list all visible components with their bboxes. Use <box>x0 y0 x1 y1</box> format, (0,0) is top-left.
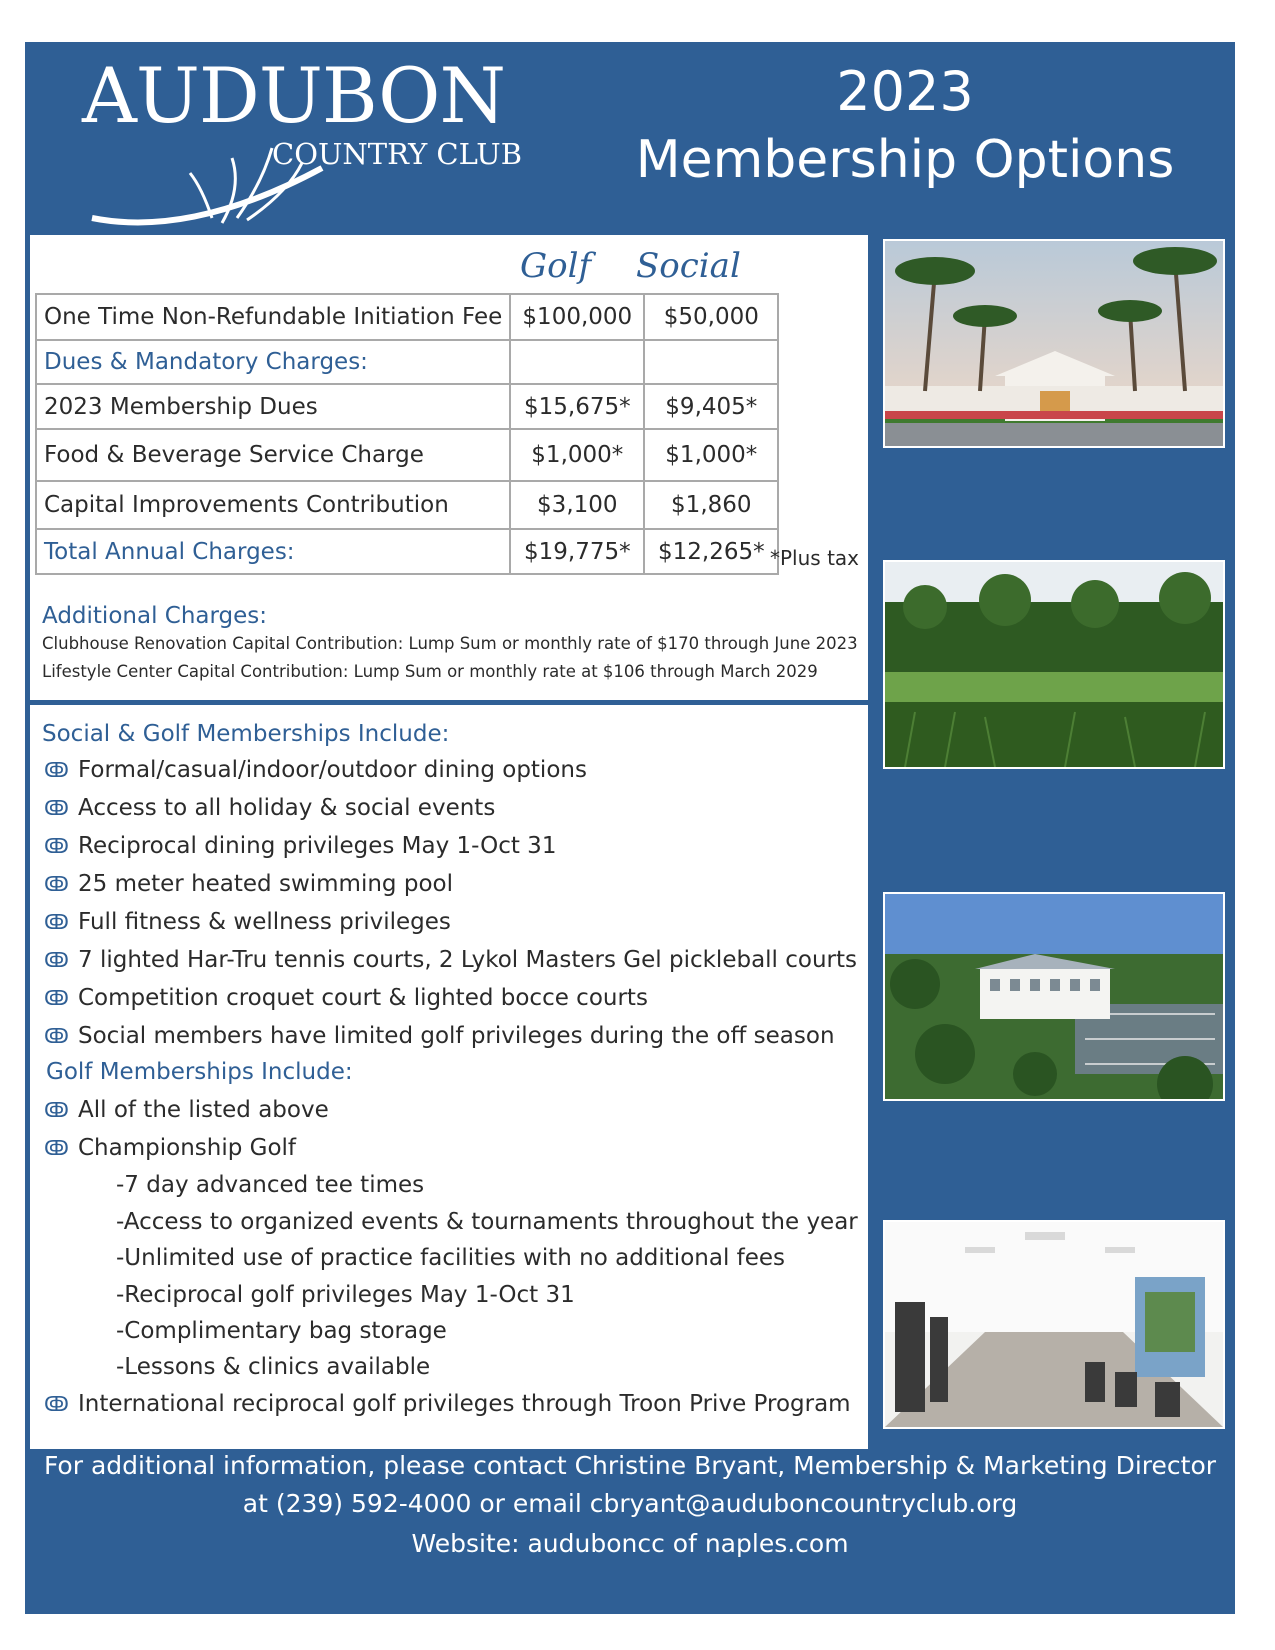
golf-memberships-title: Golf Memberships Include: <box>46 1059 353 1085</box>
flourish-bullet-icon: ↂ <box>44 758 69 782</box>
list-item <box>44 947 857 973</box>
footer-website: Website: auduboncc of naples.com <box>411 1529 849 1558</box>
golf-value: $3,100 <box>510 481 644 529</box>
flourish-bullet-icon: ↂ <box>44 948 69 972</box>
table-row <box>36 340 778 384</box>
list-item <box>44 833 556 859</box>
list-item <box>44 1135 296 1161</box>
sub-list-item: -Unlimited use of practice facilities with no additional fees <box>116 1245 786 1271</box>
footer-contact-line: For additional information, please contact Christine Bryant, Membership & Marketing Director <box>43 1451 1217 1480</box>
row-label: One Time Non-Refundable Initiation Fee <box>36 294 510 340</box>
flourish-bullet-icon: ↂ <box>44 872 69 896</box>
list-item-text: All of the listed above <box>78 1097 329 1123</box>
list-item-text: International reciprocal golf privileges through Troon Prive Program <box>78 1391 851 1417</box>
flourish-bullet-icon: ↂ <box>44 986 69 1010</box>
table-row <box>36 529 778 574</box>
footer-contact-details: at (239) 592-4000 or email cbryant@auduboncountryclub.org <box>242 1489 1018 1518</box>
row-label: Food & Beverage Service Charge <box>36 429 510 481</box>
list-item <box>44 1391 851 1417</box>
bottom-rule <box>25 1611 1235 1614</box>
title-subtitle: Membership Options <box>635 130 1175 191</box>
tennis-center-photo <box>883 892 1225 1101</box>
social-value: $50,000 <box>644 294 778 340</box>
fees-table <box>35 293 779 575</box>
list-item <box>44 871 453 897</box>
social-golf-title: Social & Golf Memberships Include: <box>42 721 450 747</box>
flourish-bullet-icon: ↂ <box>44 796 69 820</box>
flourish-bullet-icon: ↂ <box>44 834 69 858</box>
flourish-bullet-icon: ↂ <box>44 910 69 934</box>
list-item <box>44 909 451 935</box>
list-item-text: Reciprocal dining privileges May 1-Oct 31 <box>78 833 557 859</box>
list-item <box>44 1023 835 1049</box>
plus-tax-note: *Plus tax <box>770 546 860 570</box>
golf-value: $19,775* <box>510 529 644 574</box>
sub-list-item: -Lessons & clinics available <box>116 1354 431 1380</box>
list-item <box>44 985 648 1011</box>
social-value: $1,860 <box>644 481 778 529</box>
row-label: Total Annual Charges: <box>36 529 510 574</box>
list-item <box>44 757 587 783</box>
list-item <box>44 1097 329 1123</box>
table-row <box>36 384 778 429</box>
clubhouse-photo <box>883 239 1225 448</box>
golf-value: $1,000* <box>510 429 644 481</box>
logo-wordmark: AUDUBON <box>82 51 505 140</box>
table-row <box>36 481 778 529</box>
row-label: 2023 Membership Dues <box>36 384 510 429</box>
flourish-bullet-icon: ↂ <box>44 1392 69 1416</box>
golf-value: $15,675* <box>510 384 644 429</box>
list-item-text: Access to all holiday & social events <box>78 795 496 821</box>
sub-list-item: -Reciprocal golf privileges May 1-Oct 31 <box>116 1282 575 1308</box>
page-title <box>600 62 1210 192</box>
list-item-text: Social members have limited golf privileges during the off season <box>78 1023 835 1049</box>
golf-value: $100,000 <box>510 294 644 340</box>
list-item-text: Formal/casual/indoor/outdoor dining options <box>78 757 587 783</box>
club-logo <box>72 51 572 223</box>
social-value: $12,265* <box>644 529 778 574</box>
fitness-center-photo <box>883 1220 1225 1429</box>
social-value: $1,000* <box>644 429 778 481</box>
golf-value <box>510 340 644 384</box>
sub-list-item: -Access to organized events & tournaments throughout the year <box>116 1209 858 1235</box>
row-label: Capital Improvements Contribution <box>36 481 510 529</box>
sub-list-item: -7 day advanced tee times <box>116 1172 425 1198</box>
logo-subtitle: COUNTRY CLUB <box>272 137 523 171</box>
flourish-bullet-icon: ↂ <box>44 1136 69 1160</box>
column-header-golf: Golf <box>520 246 592 286</box>
flourish-bullet-icon: ↂ <box>44 1098 69 1122</box>
table-row <box>36 294 778 340</box>
title-year: 2023 <box>836 60 974 123</box>
list-item <box>44 795 495 821</box>
additional-charges-title: Additional Charges: <box>42 603 268 629</box>
sub-list-item: -Complimentary bag storage <box>116 1318 447 1344</box>
list-item-text: 7 lighted Har-Tru tennis courts, 2 Lykol Masters Gel pickleball courts <box>78 947 858 973</box>
flourish-bullet-icon: ↂ <box>44 1024 69 1048</box>
list-item-text: 25 meter heated swimming pool <box>78 871 453 897</box>
additional-charge-line: Lifestyle Center Capital Contribution: Lump Sum or monthly rate at $106 through March 2029 <box>42 662 818 681</box>
table-row <box>36 429 778 481</box>
column-header-social: Social <box>636 246 741 286</box>
list-item-text: Competition croquet court & lighted bocce courts <box>78 985 648 1011</box>
social-value <box>644 340 778 384</box>
social-value: $9,405* <box>644 384 778 429</box>
row-label: Dues & Mandatory Charges: <box>36 340 510 384</box>
list-item-text: Full fitness & wellness privileges <box>78 909 451 935</box>
golf-course-photo <box>883 560 1225 769</box>
list-item-text: Championship Golf <box>78 1135 297 1161</box>
additional-charge-line: Clubhouse Renovation Capital Contribution: Lump Sum or monthly rate of $170 through June 2023 <box>42 634 858 653</box>
